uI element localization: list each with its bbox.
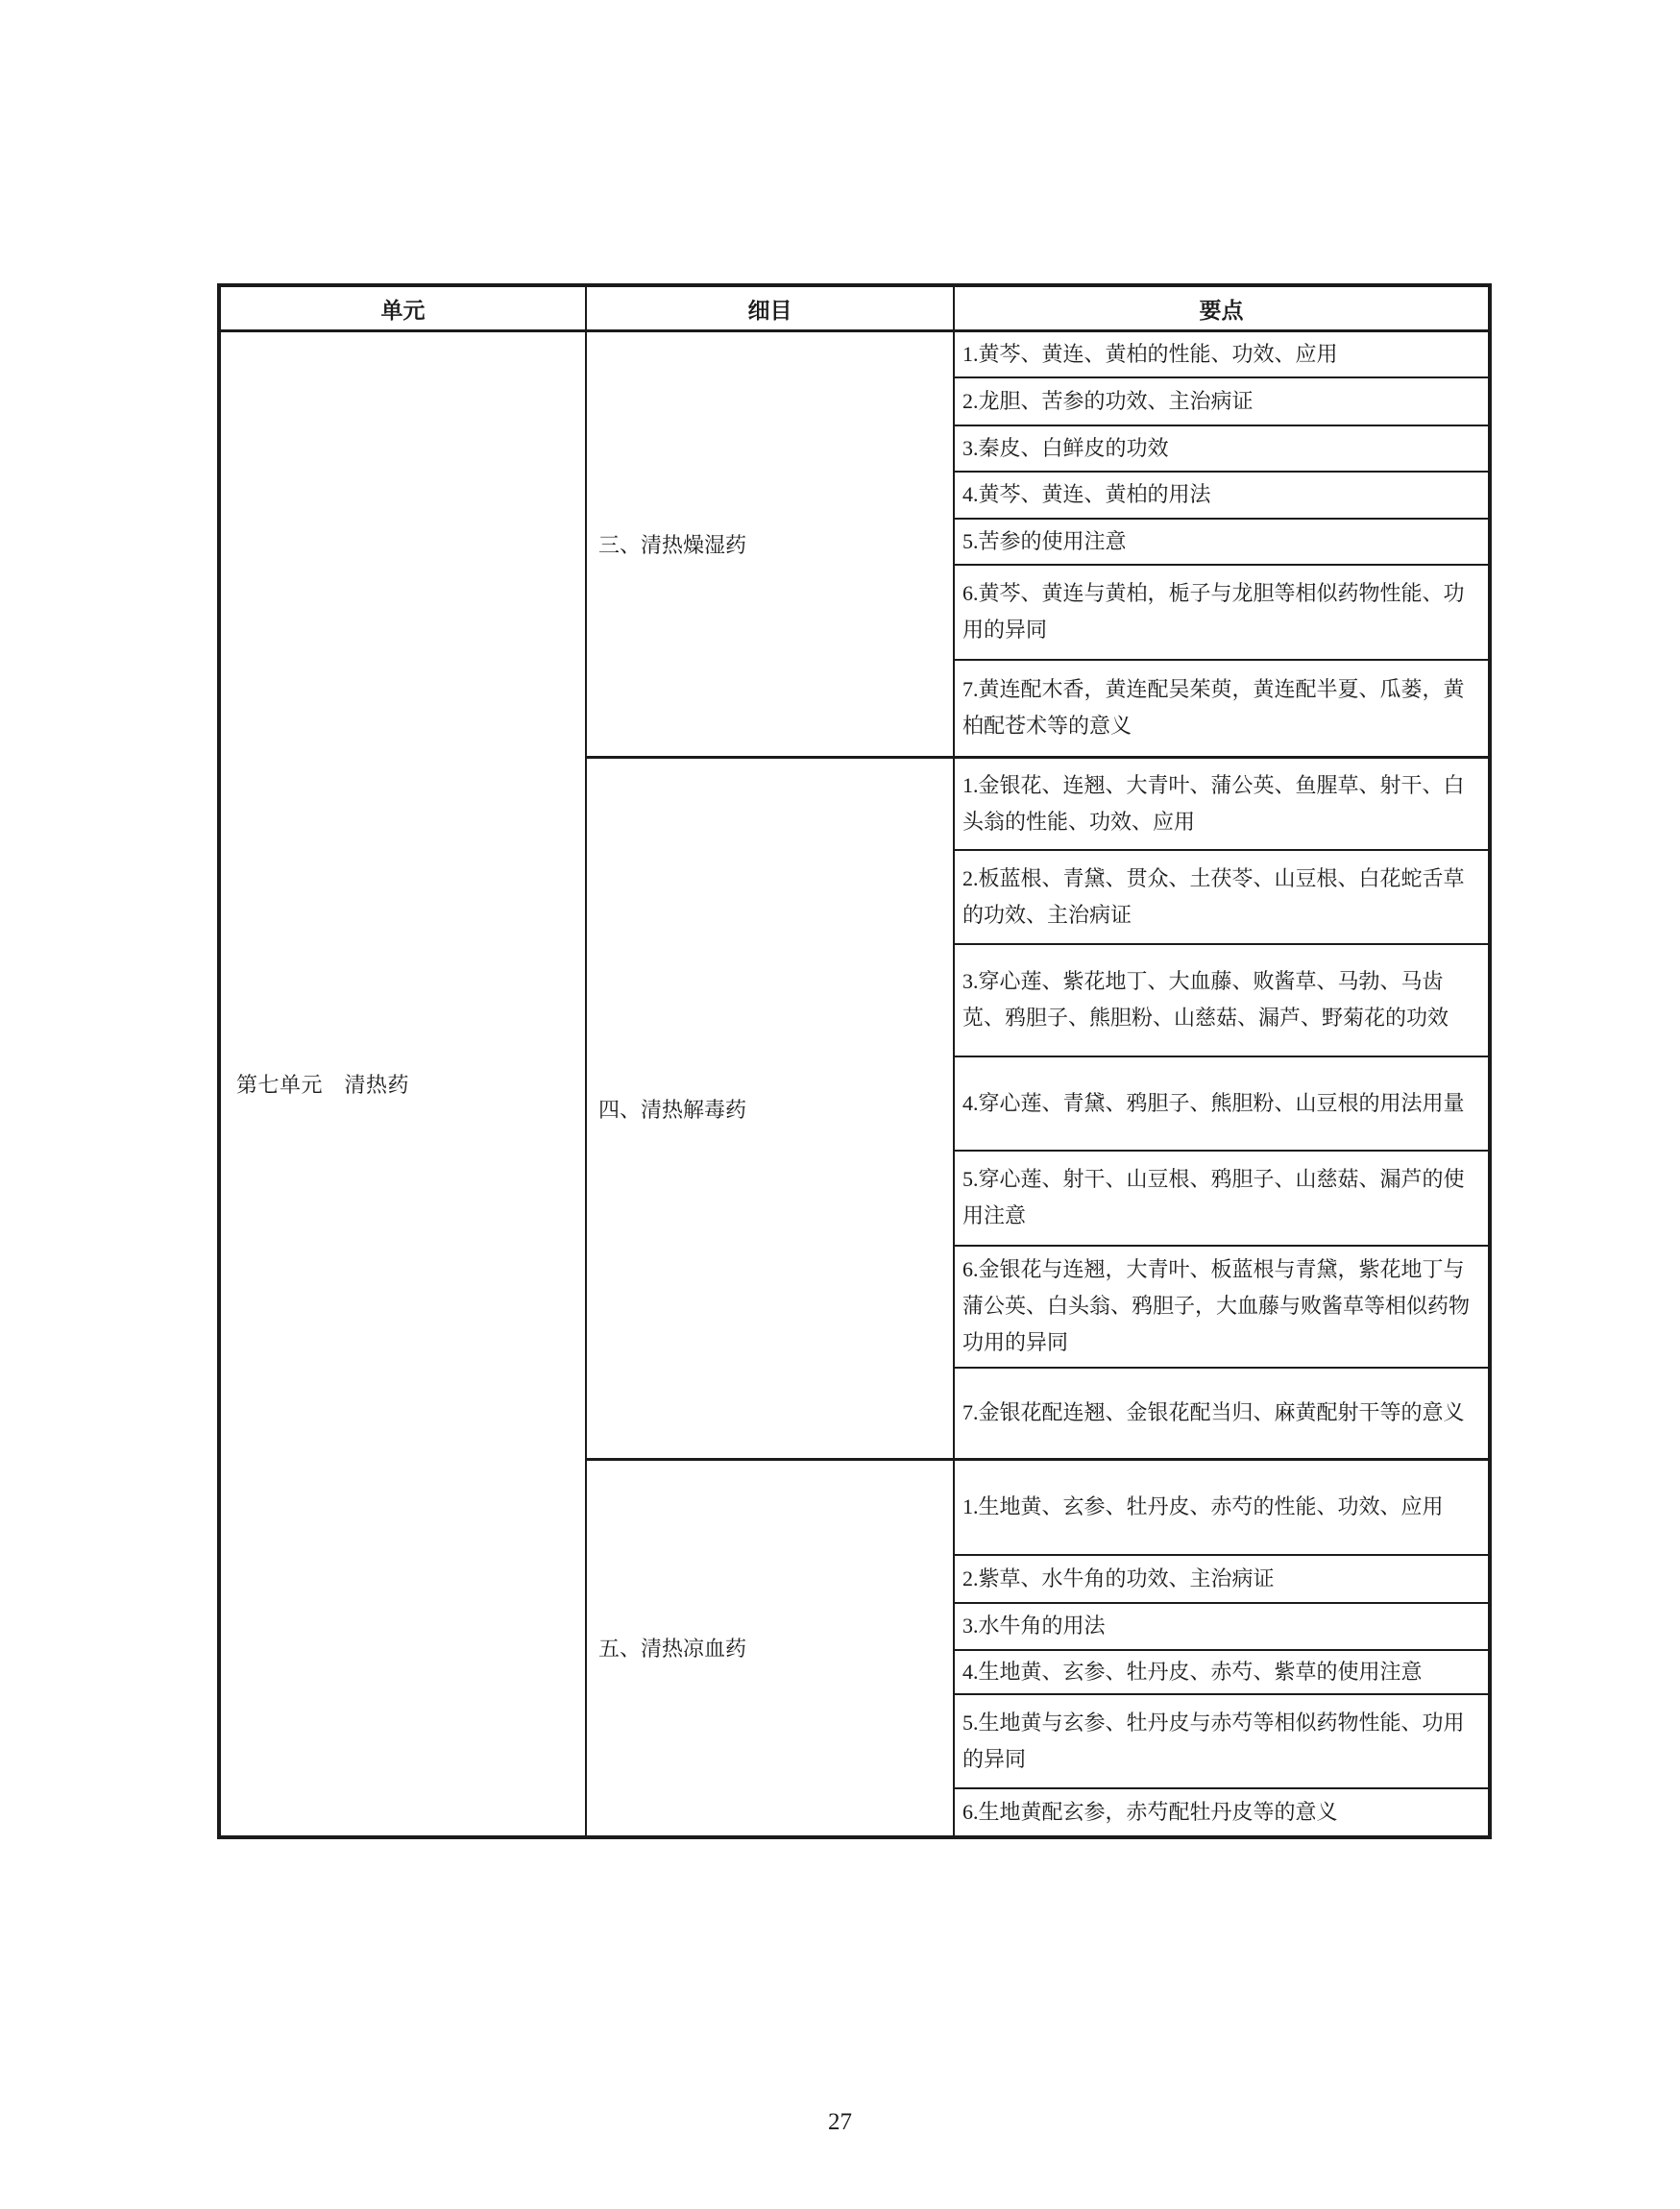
keypoint-cell: 1.生地黄、玄参、牡丹皮、赤芍的性能、功效、应用	[954, 1460, 1490, 1555]
table-row	[219, 331, 1490, 377]
keypoint-cell: 7.金银花配连翘、金银花配当归、麻黄配射干等的意义	[954, 1368, 1490, 1460]
subcategory-cell-1: 三、清热燥湿药	[586, 331, 954, 758]
column-header-detail: 细目	[586, 285, 954, 331]
syllabus-table	[217, 283, 1492, 1839]
keypoint-cell: 1.黄芩、黄连、黄柏的性能、功效、应用	[954, 331, 1490, 377]
keypoint-cell: 1.金银花、连翘、大青叶、蒲公英、鱼腥草、射干、白头翁的性能、功效、应用	[954, 758, 1490, 850]
keypoint-cell: 4.生地黄、玄参、牡丹皮、赤芍、紫草的使用注意	[954, 1650, 1490, 1694]
unit-cell: 第七单元 清热药	[219, 331, 586, 1837]
keypoint-cell: 3.穿心莲、紫花地丁、大血藤、败酱草、马勃、马齿苋、鸦胆子、熊胆粉、山慈菇、漏芦、野菊花的功效	[954, 944, 1490, 1056]
keypoint-cell: 5.穿心莲、射干、山豆根、鸦胆子、山慈菇、漏芦的使用注意	[954, 1151, 1490, 1246]
keypoint-cell: 5.苦参的使用注意	[954, 519, 1490, 565]
keypoint-cell: 4.黄芩、黄连、黄柏的用法	[954, 472, 1490, 519]
subcategory-cell-3: 五、清热凉血药	[586, 1460, 954, 1837]
keypoint-cell: 6.金银花与连翘，大青叶、板蓝根与青黛，紫花地丁与蒲公英、白头翁、鸦胆子，大血藤与败酱草等相似药物功用的异同	[954, 1246, 1490, 1368]
keypoint-cell: 5.生地黄与玄参、牡丹皮与赤芍等相似药物性能、功用的异同	[954, 1694, 1490, 1788]
keypoint-cell: 2.紫草、水牛角的功效、主治病证	[954, 1555, 1490, 1603]
keypoint-cell: 6.生地黄配玄参，赤芍配牡丹皮等的意义	[954, 1788, 1490, 1837]
subcategory-cell-2: 四、清热解毒药	[586, 758, 954, 1460]
column-header-unit: 单元	[219, 285, 586, 331]
table-header-row	[219, 285, 1490, 331]
keypoint-cell: 4.穿心莲、青黛、鸦胆子、熊胆粉、山豆根的用法用量	[954, 1056, 1490, 1151]
keypoint-cell: 7.黄连配木香，黄连配吴茱萸，黄连配半夏、瓜蒌，黄柏配苍术等的意义	[954, 660, 1490, 758]
keypoint-cell: 2.龙胆、苦参的功效、主治病证	[954, 377, 1490, 425]
page-number: 27	[828, 2109, 852, 2135]
keypoint-cell: 3.秦皮、白鲜皮的功效	[954, 425, 1490, 472]
keypoint-cell: 3.水牛角的用法	[954, 1603, 1490, 1650]
keypoint-cell: 2.板蓝根、青黛、贯众、土茯苓、山豆根、白花蛇舌草的功效、主治病证	[954, 850, 1490, 944]
column-header-keypoints: 要点	[954, 285, 1490, 331]
keypoint-cell: 6.黄芩、黄连与黄柏，栀子与龙胆等相似药物性能、功用的异同	[954, 565, 1490, 660]
